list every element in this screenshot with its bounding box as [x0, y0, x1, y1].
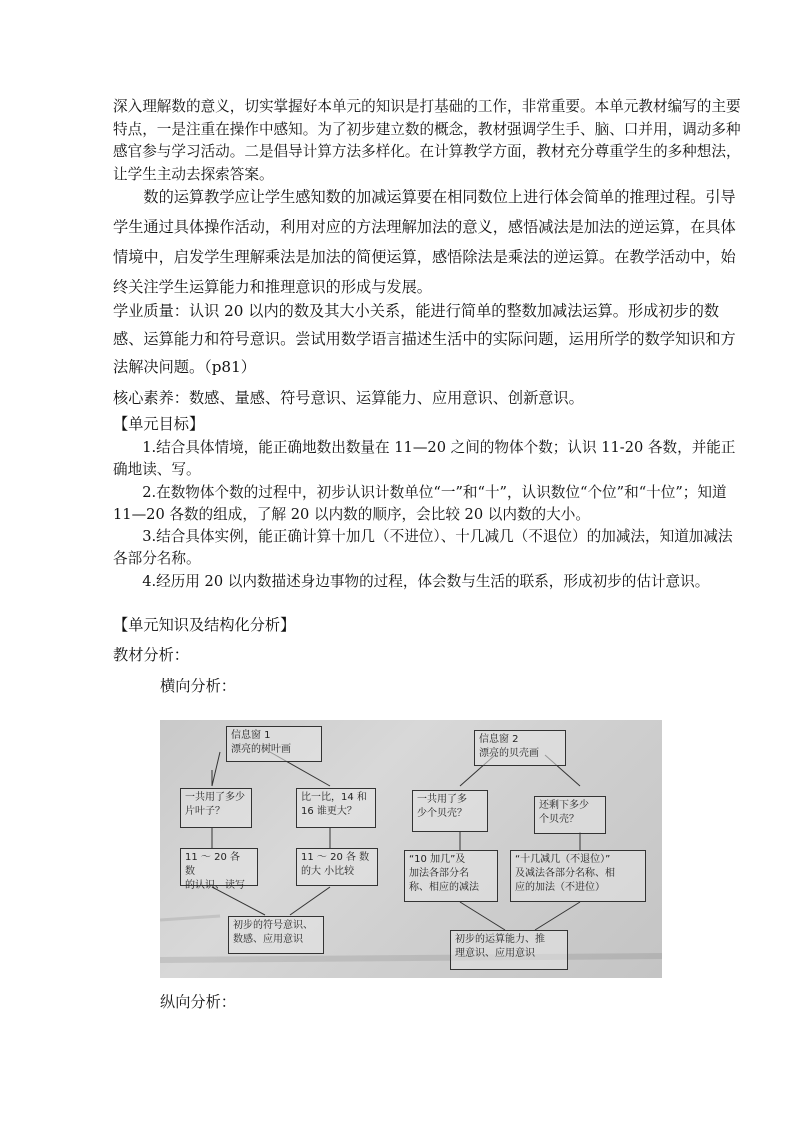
question-shells-left-box: [534, 796, 606, 834]
knowledge-subtraction-line: “十几减几（不退位）”: [515, 854, 611, 865]
knowledge-reading-line: 11 ～ 20 各 数: [185, 852, 240, 877]
goal-item: 1.结合具体情境，能正确地数出数量在 11—20 之间的物体个数；认识 11-20 各数，并能正确地读、写。: [113, 439, 736, 479]
question-leaves-line: 一共用了多少: [185, 792, 245, 803]
intro-paragraph: 深入理解数的意义，切实掌握好本单元的知识是打基础的工作，非常重要。本单元教材编写的主要特点，一是注重在操作中感知。为了初步建立数的概念，教材强调学生手、脑、口并用，调动多种感官参与学习活动。二是倡导计算方法多样化。在计算教学方面，教材充分尊重学生的多种想法，让学生主动去探索答案。: [113, 98, 741, 183]
material-analysis-label: 教材分析：: [113, 646, 189, 664]
structure-diagram-photo: [160, 720, 662, 978]
knowledge-addition-box: [404, 850, 498, 902]
knowledge-compare-line: 的大 小比较: [301, 866, 355, 877]
result-symbol-sense-box: [228, 916, 324, 954]
goal-item: 4.经历用 20 以内数描述身边事物的过程，体会数与生活的联系，形成初步的估计意识。: [142, 572, 710, 590]
question-compare-line: 比一比，14 和: [301, 792, 367, 803]
horizontal-analysis-label: 横向分析：: [160, 677, 236, 695]
info-window-1-subtitle: 漂亮的树叶画: [231, 744, 291, 755]
question-shells-total-line: 一共用了多: [417, 794, 467, 805]
goal-item: 3.结合具体实例，能正确计算十加几（不进位）、十几减几（不退位）的加减法，知道加减法各部分名称。: [113, 528, 733, 568]
vertical-analysis-label: 纵向分析：: [160, 993, 236, 1011]
knowledge-compare-box: [296, 848, 378, 886]
question-shells-left-line: 还剩下多少: [539, 800, 589, 811]
info-window-1-box: [226, 726, 322, 762]
knowledge-subtraction-line: 及减法各部分名称、相: [515, 868, 615, 879]
goal-item: 2.在数物体个数的过程中，初步认识计数单位“一”和“十”，认识数位“个位”和“十位”；知道 11—20 各数的组成，了解 20 以内数的顺序，会比较 20 以内数的大小。: [113, 483, 727, 523]
unit-analysis-heading: 【单元知识及结构化分析】: [113, 616, 296, 634]
question-shells-left-line: 个贝壳？: [539, 814, 579, 825]
question-shells-total-line: 少个贝壳？: [417, 808, 467, 819]
knowledge-subtraction-box: [510, 850, 646, 902]
knowledge-reading-box: [180, 848, 258, 891]
info-window-2-box: [474, 730, 566, 766]
literacy-paragraph: 核心素养：数感、量感、符号意识、运算能力、应用意识、创新意识。: [113, 389, 584, 407]
question-leaves-box: [180, 788, 252, 828]
knowledge-subtraction-line: 应的加法（不进位）: [515, 882, 605, 893]
knowledge-compare-line: 11 ～ 20 各 数: [301, 852, 370, 863]
question-leaves-line: 片叶子？: [185, 806, 225, 817]
quality-paragraph: 学业质量：认识 20 以内的数及其大小关系，能进行简单的整数加减法运算。形成初步的数感、运算能力和符号意识。尝试用数学语言描述生活中的实际问题，运用所学的数学知识和方法解决问题。（p81）: [113, 302, 736, 376]
question-compare-box: [296, 788, 376, 828]
info-window-1-title: 信息窗 1: [231, 730, 271, 741]
question-shells-total-box: [412, 790, 488, 832]
knowledge-reading-line: 的认识、读写: [185, 880, 245, 891]
question-compare-line: 16 谁更大？: [301, 806, 357, 817]
knowledge-addition-line: “10 加几”及: [409, 854, 466, 865]
info-window-2-title: 信息窗 2: [479, 734, 519, 745]
knowledge-addition-line: 称、相应的减法: [409, 882, 479, 893]
result-symbol-sense-line: 初步的符号意识、: [233, 920, 313, 931]
info-window-2-subtitle: 漂亮的贝壳画: [479, 748, 539, 759]
knowledge-addition-line: 加法各部分名: [409, 868, 469, 879]
unit-goals-heading: 【单元目标】: [113, 415, 205, 433]
operations-paragraph: 数的运算教学应让学生感知数的加减运算要在相同数位上进行体会简单的推理过程。引导学生通过具体操作活动，利用对应的方法理解加法的意义，感悟减法是加法的逆运算，在具体情境中，启发学生理解乘法是加法的简便运算，感悟除法是乘法的逆运算。在教学活动中，始终关注学生运算能力和推理意识的形成与发展。: [113, 188, 736, 296]
goals-list: [113, 437, 743, 593]
result-symbol-sense-line: 数感、应用意识: [233, 934, 303, 945]
result-operation-ability-box: [450, 930, 568, 970]
result-operation-ability-line: 理意识、应用意识: [455, 948, 535, 959]
result-operation-ability-line: 初步的运算能力、推: [455, 934, 545, 945]
